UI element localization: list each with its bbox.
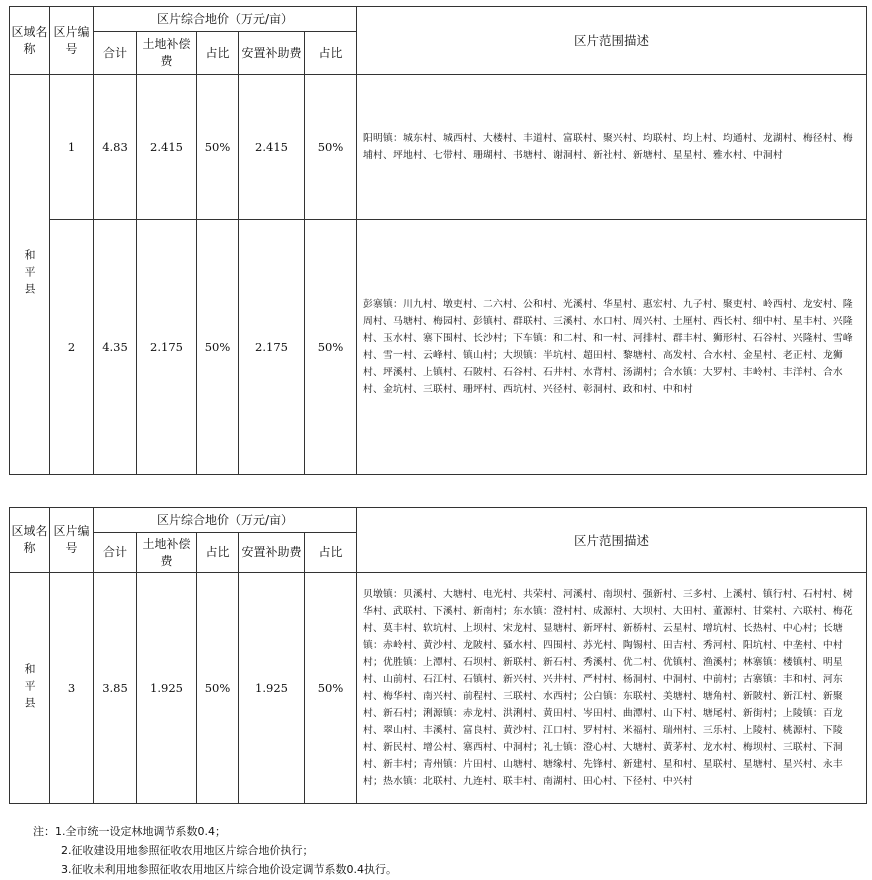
header-resettle: 安置补助费 — [239, 32, 305, 75]
land-comp-value: 2.175 — [137, 220, 197, 475]
ratio-value: 50% — [305, 573, 357, 804]
header-land-comp: 土地补偿费 — [137, 32, 197, 75]
total-value: 3.85 — [94, 573, 137, 804]
note-item: 1.全市统一设定林地调节系数0.4； — [55, 825, 226, 838]
area-desc: 彭寨镇：川九村、墩吏村、二六村、公和村、光溪村、华星村、惠宏村、九子村、聚吏村、岭西村、龙安村、隆周村、马塘村、梅园村、彭镇村、群联村、三溪村、水口村、周兴村、土厘村、西长村、细中村、星丰村、兴隆村、玉水村、寨下围村、长沙村；下车镇：和二村、和一村、河排村、群丰村、狮形村、石谷村、兴隆村、雪峰村、雪一村、云峰村、镇山村；大坝镇：半坑村、超田村、黎塘村、高发村、合水村、金星村、老正村、龙狮村、坪溪村、上镇村、石陂村、石谷村、石井村、水背村、汤湖村；合水镇：大罗村、丰岭村、丰洋村、合水村、金坑村、三联村、珊坪村、西坑村、兴径村、彰洞村、政和村、中和村 — [357, 220, 867, 475]
note-prefix: 注： — [33, 825, 55, 838]
header-ratio: 占比 — [197, 32, 239, 75]
footnotes — [33, 822, 397, 879]
land-comp-value: 2.415 — [137, 75, 197, 220]
header-area-no: 区片编号 — [50, 7, 94, 75]
header-price-group: 区片综合地价（万元/亩） — [94, 508, 357, 533]
region-cell: 和平县 — [10, 573, 50, 804]
header-desc: 区片范围描述 — [357, 508, 867, 573]
header-total: 合计 — [94, 533, 137, 573]
resettle-value: 2.415 — [239, 75, 305, 220]
header-desc: 区片范围描述 — [357, 7, 867, 75]
header-region: 区域名称 — [10, 508, 50, 573]
total-value: 4.35 — [94, 220, 137, 475]
land-comp-value: 1.925 — [137, 573, 197, 804]
note-line — [33, 822, 397, 841]
area-desc: 贝墩镇：贝溪村、大塘村、电光村、共荣村、河溪村、南坝村、强新村、三多村、上溪村、镇行村、石村村、树华村、武联村、下溪村、新南村；东水镇：澄村村、成源村、大坝村、大田村、董源村、甘棠村、六联村、梅花村、莫丰村、软坑村、上坝村、宋龙村、显塘村、新坪村、新桥村、云星村、增坑村、长热村、中心村；长塘镇：赤岭村、黄沙村、龙陂村、骚水村、四围村、苏光村、陶锡村、田吉村、秀河村、阳坑村、中垄村、中村村；优胜镇：上潭村、石坝村、新联村、新石村、秀溪村、优二村、优镇村、渔溪村；林寨镇：楼镇村、明星村、山前村、石江村、石镇村、新兴村、兴井村、严村村、杨洞村、中洞村、中前村；古寨镇：丰和村、河东村、梅华村、南兴村、前程村、三联村、水西村；公白镇：东联村、美塘村、塘角村、新陂村、新江村、新聚村、新石村；浰源镇：赤龙村、洪浰村、黄田村、岑田村、曲潭村、山下村、塘尾村、新街村；上陵镇：百龙村、翠山村、丰溪村、富良村、黄沙村、江口村、罗村村、米福村、瑞州村、三乐村、上陵村、桃源村、下陵村、新民村、增公村、寨西村、中洞村；礼士镇：澄心村、大塘村、黄茅村、龙水村、梅坝村、三联村、下洞村、新丰村；青州镇：片田村、山塘村、塘缘村、先锋村、新建村、星和村、星联村、星塘村、星兴村、永丰村；热水镇：北联村、九连村、联丰村、南湖村、田心村、下径村、中兴村 — [357, 573, 867, 804]
header-ratio: 占比 — [305, 533, 357, 573]
ratio-value: 50% — [197, 573, 239, 804]
ratio-value: 50% — [305, 75, 357, 220]
note-item: 3.征收未利用地参照征收农用地区片综合地价设定调节系数0.4执行。 — [61, 863, 397, 876]
table-row — [10, 220, 867, 475]
land-price-table-1 — [9, 6, 867, 475]
header-ratio: 占比 — [197, 533, 239, 573]
region-cell: 和平县 — [10, 75, 50, 475]
land-price-table-2 — [9, 507, 867, 804]
table-row — [10, 75, 867, 220]
total-value: 4.83 — [94, 75, 137, 220]
area-desc: 阳明镇：城东村、城西村、大楼村、丰道村、富联村、聚兴村、均联村、均上村、均通村、龙湖村、梅径村、梅埔村、坪地村、七带村、珊瑚村、书塘村、谢洞村、新社村、新塘村、星星村、雅水村、中洞村 — [357, 75, 867, 220]
header-land-comp: 土地补偿费 — [137, 533, 197, 573]
ratio-value: 50% — [305, 220, 357, 475]
header-ratio: 占比 — [305, 32, 357, 75]
area-no: 1 — [50, 75, 94, 220]
header-region: 区域名称 — [10, 7, 50, 75]
header-area-no: 区片编号 — [50, 508, 94, 573]
header-total: 合计 — [94, 32, 137, 75]
table-row — [10, 573, 867, 804]
ratio-value: 50% — [197, 75, 239, 220]
ratio-value: 50% — [197, 220, 239, 475]
header-resettle: 安置补助费 — [239, 533, 305, 573]
area-no: 2 — [50, 220, 94, 475]
header-price-group: 区片综合地价（万元/亩） — [94, 7, 357, 32]
resettle-value: 2.175 — [239, 220, 305, 475]
resettle-value: 1.925 — [239, 573, 305, 804]
area-no: 3 — [50, 573, 94, 804]
note-item: 2.征收建设用地参照征收农用地区片综合地价执行； — [61, 844, 314, 857]
